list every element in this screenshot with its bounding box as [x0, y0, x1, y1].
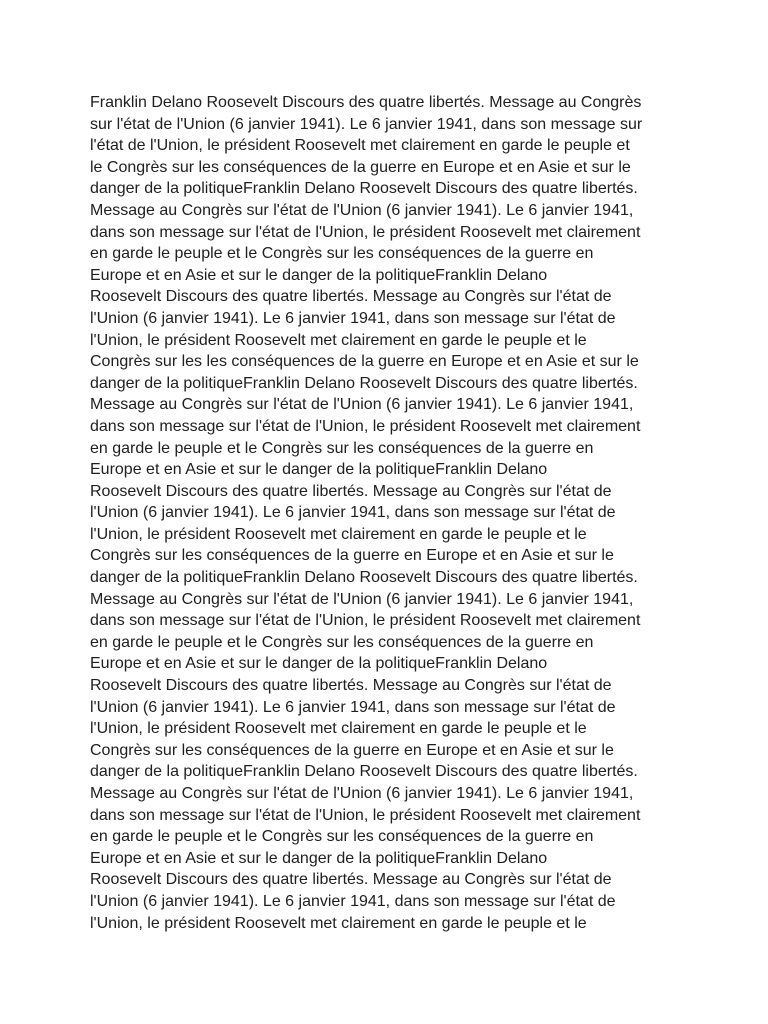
- text-line: Franklin Delano Roosevelt Discours des quatre libertés. Message au Congrès: [90, 94, 642, 111]
- text-line: en garde le peuple et le Congrès sur les conséquences de la guerre en: [90, 245, 594, 263]
- text-line: Message au Congrès sur l'état de l'Union (6 janvier 1941). Le 6 janvier 1941,: [90, 590, 634, 608]
- text-line: l'Union (6 janvier 1941). Le 6 janvier 1941, dans son message sur l'état de: [90, 698, 616, 716]
- text-line: en garde le peuple et le Congrès sur les conséquences de la guerre en: [90, 439, 594, 457]
- text-line: dans son message sur l'état de l'Union, le président Roosevelt met clairement: [90, 806, 641, 824]
- text-line: Europe et en Asie et sur le danger de la politiqueFranklin Delano: [90, 461, 548, 479]
- text-line: Congrès sur les les conséquences de la guerre en Europe et en Asie et sur le: [90, 353, 639, 371]
- text-line: l'Union (6 janvier 1941). Le 6 janvier 1941, dans son message sur l'état de: [90, 504, 616, 522]
- text-line: en garde le peuple et le Congrès sur les conséquences de la guerre en: [90, 633, 594, 651]
- text-line: Roosevelt Discours des quatre libertés. Message au Congrès sur l'état de: [90, 482, 612, 500]
- text-line: Roosevelt Discours des quatre libertés. Message au Congrès sur l'état de: [90, 288, 612, 306]
- text-line: l'Union, le président Roosevelt met clairement en garde le peuple et le: [90, 914, 587, 932]
- text-line: Congrès sur les conséquences de la guerre en Europe et en Asie et sur le: [90, 741, 614, 759]
- text-line: danger de la politiqueFranklin Delano Roosevelt Discours des quatre libertés.: [90, 569, 638, 587]
- text-line: danger de la politiqueFranklin Delano Roosevelt Discours des quatre libertés.: [90, 180, 638, 198]
- text-line: Message au Congrès sur l'état de l'Union (6 janvier 1941). Le 6 janvier 1941,: [90, 396, 634, 414]
- text-line: l'Union, le président Roosevelt met clairement en garde le peuple et le: [90, 525, 587, 543]
- text-line: Roosevelt Discours des quatre libertés. Message au Congrès sur l'état de: [90, 677, 612, 695]
- text-line: Congrès sur les conséquences de la guerre en Europe et en Asie et sur le: [90, 547, 614, 565]
- text-line: l'Union (6 janvier 1941). Le 6 janvier 1941, dans son message sur l'état de: [90, 892, 616, 910]
- text-line: Europe et en Asie et sur le danger de la politiqueFranklin Delano: [90, 655, 548, 673]
- text-line: danger de la politiqueFranklin Delano Roosevelt Discours des quatre libertés.: [90, 374, 638, 392]
- text-line: Message au Congrès sur l'état de l'Union (6 janvier 1941). Le 6 janvier 1941,: [90, 201, 634, 219]
- text-line: l'Union, le président Roosevelt met clairement en garde le peuple et le: [90, 331, 587, 349]
- text-line: en garde le peuple et le Congrès sur les conséquences de la guerre en: [90, 828, 594, 846]
- text-line: dans son message sur l'état de l'Union, le président Roosevelt met clairement: [90, 223, 641, 241]
- text-line: Europe et en Asie et sur le danger de la politiqueFranklin Delano: [90, 266, 548, 284]
- text-line: sur l'état de l'Union (6 janvier 1941). Le 6 janvier 1941, dans son message sur: [90, 115, 643, 133]
- text-line: dans son message sur l'état de l'Union, le président Roosevelt met clairement: [90, 612, 641, 630]
- text-line: l'état de l'Union, le président Roosevelt met clairement en garde le peuple et: [90, 137, 630, 155]
- text-line: l'Union (6 janvier 1941). Le 6 janvier 1941, dans son message sur l'état de: [90, 309, 616, 327]
- text-line: Roosevelt Discours des quatre libertés. Message au Congrès sur l'état de: [90, 871, 612, 889]
- text-line: le Congrès sur les conséquences de la guerre en Europe et en Asie et sur le: [90, 158, 631, 176]
- text-line: l'Union, le président Roosevelt met clairement en garde le peuple et le: [90, 720, 587, 738]
- text-line: Message au Congrès sur l'état de l'Union (6 janvier 1941). Le 6 janvier 1941,: [90, 785, 634, 802]
- body-text: [90, 92, 690, 934]
- text-line: Europe et en Asie et sur le danger de la politiqueFranklin Delano: [90, 849, 548, 867]
- text-line: danger de la politiqueFranklin Delano Roosevelt Discours des quatre libertés.: [90, 763, 638, 781]
- text-line: dans son message sur l'état de l'Union, le président Roosevelt met clairement: [90, 417, 641, 435]
